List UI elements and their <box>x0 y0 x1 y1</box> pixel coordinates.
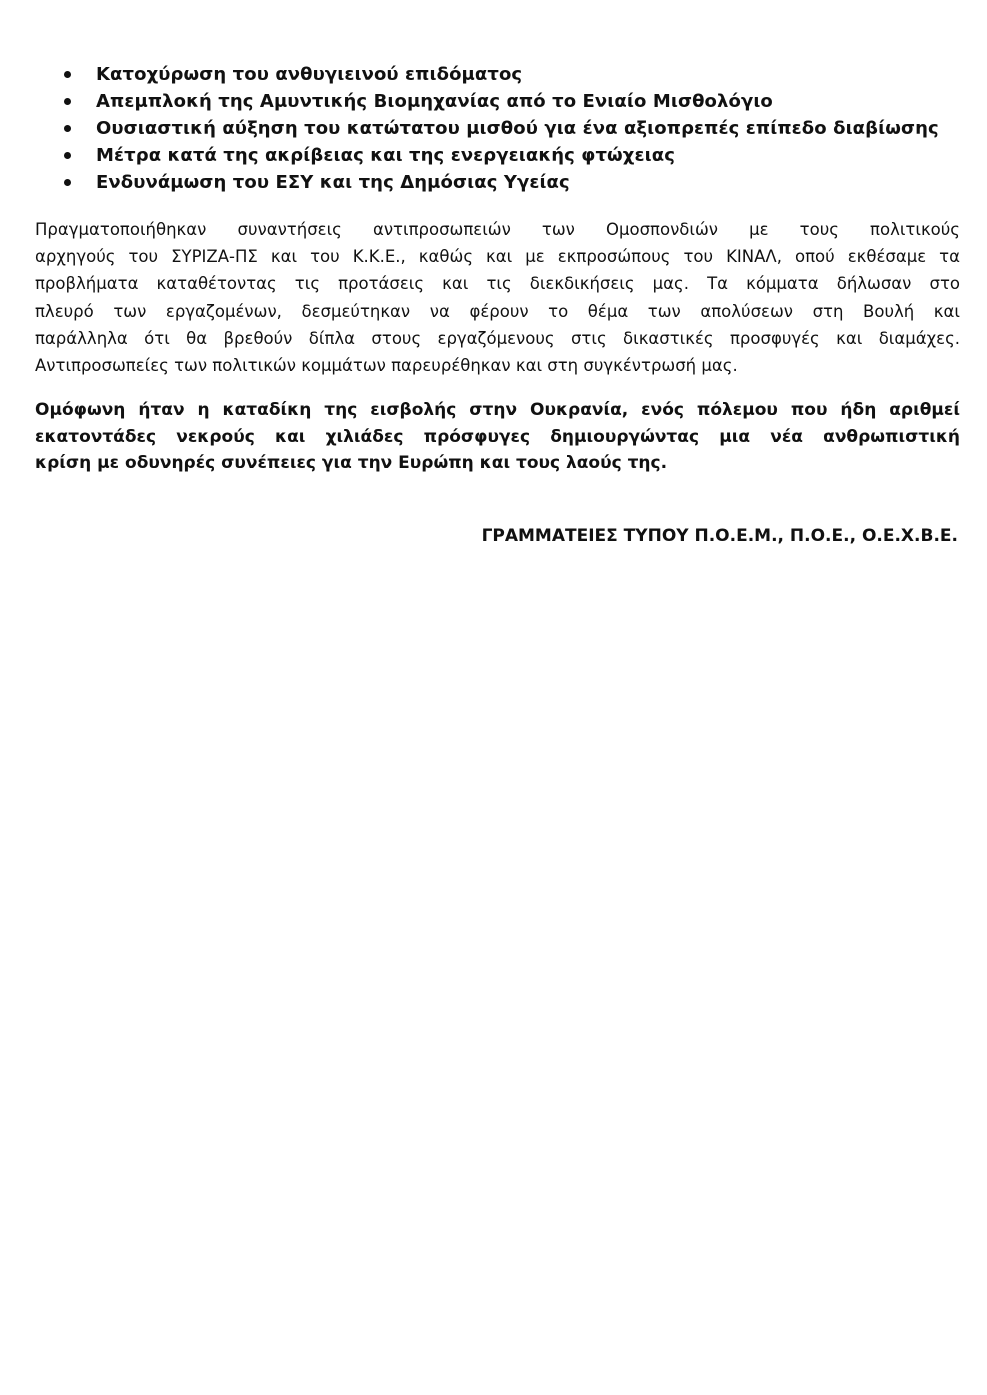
bullet-dot-icon <box>64 152 71 159</box>
paragraph-line: παράλληλα ότι θα βρεθούν δίπλα στους εργαζόμενους στις δικαστικές προσφυγές και διαμάχες. <box>35 328 960 348</box>
ukraine-condemnation-paragraph <box>35 397 960 477</box>
paragraph-line: Πραγματοποιήθηκαν συναντήσεις αντιπροσωπειών των Ομοσπονδιών με τους πολιτικούς <box>35 220 960 239</box>
bullet-dot-icon <box>64 179 71 186</box>
bullet-dot-icon <box>64 71 71 78</box>
paragraph-line: προβλήματα καταθέτοντας τις προτάσεις και τις διεκδικήσεις μας. Τα κόμματα δήλωσαν στο <box>35 274 960 294</box>
signature: ΓΡΑΜΜΑΤΕΙΕΣ ΤΥΠΟΥ Π.Ο.Ε.Μ., Π.Ο.Ε., Ο.Ε.Χ.Β.Ε. <box>481 526 958 546</box>
bullet-text: Απεμπλοκή της Αμυντικής Βιομηχανίας από το Ενιαίο Μισθολόγιο <box>96 91 773 112</box>
bullet-dot-icon <box>64 125 71 132</box>
paragraph-line: Ομόφωνη ήταν η καταδίκη της εισβολής στην Ουκρανία, ενός πόλεμου που ήδη αριθμεί <box>35 400 960 420</box>
bullet-item <box>58 115 958 142</box>
paragraph-line: αρχηγούς του ΣΥΡΙΖΑ-ΠΣ και του Κ.Κ.Ε., καθώς και με εκπροσώπους του ΚΙΝΑΛ, οπού εκθέσαμε τα <box>35 247 960 267</box>
paragraph-line: πλευρό των εργαζομένων, δεσμεύτηκαν να φέρουν το θέμα των απολύσεων στη Βουλή και <box>35 301 960 321</box>
demands-bullet-list <box>58 61 958 196</box>
paragraph-line: Αντιπροσωπείες των πολιτικών κομμάτων παρευρέθηκαν και στη συγκέντρωσή μας. <box>35 355 738 375</box>
bullet-text: Ενδυνάμωση του ΕΣΥ και της Δημόσιας Υγείας <box>96 172 570 193</box>
bullet-text: Ουσιαστική αύξηση του κατώτατου μισθού για ένα αξιοπρεπές επίπεδο διαβίωσης <box>96 118 939 139</box>
paragraph-line: εκατοντάδες νεκρούς και χιλιάδες πρόσφυγες δημιουργώντας μια νέα ανθρωπιστική <box>35 426 960 447</box>
bullet-item <box>58 61 958 88</box>
bullet-item <box>58 169 958 196</box>
bullet-text: Μέτρα κατά της ακρίβειας και της ενεργειακής φτώχειας <box>96 145 675 166</box>
meetings-paragraph <box>35 216 960 379</box>
bullet-text: Κατοχύρωση του ανθυγιεινού επιδόματος <box>96 64 523 85</box>
paragraph-line: κρίση με οδυνηρές συνέπειες για την Ευρώπη και τους λαούς της. <box>35 453 668 473</box>
bullet-item <box>58 88 958 115</box>
bullet-dot-icon <box>64 98 71 105</box>
bullet-item <box>58 142 958 169</box>
